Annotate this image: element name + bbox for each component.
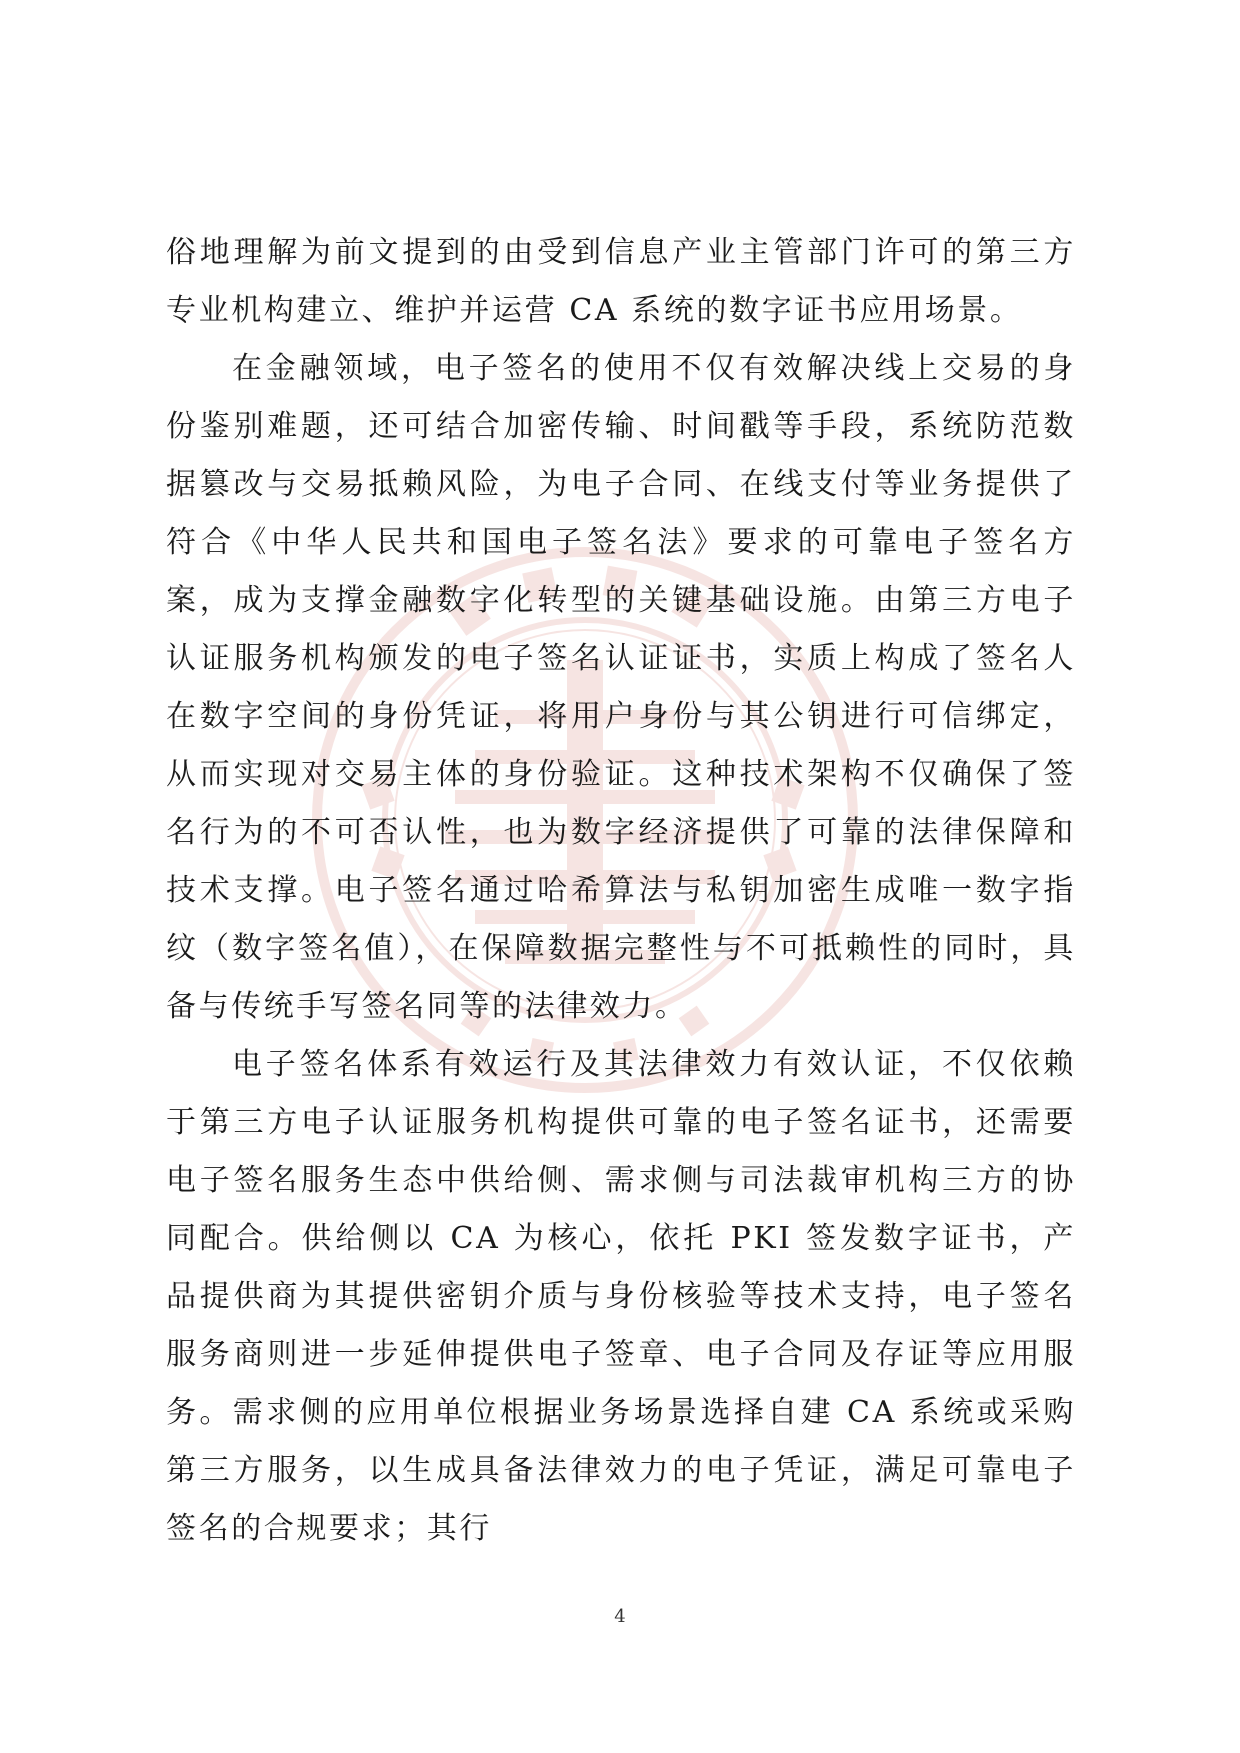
paragraph-1: 俗地理解为前文提到的由受到信息产业主管部门许可的第三方专业机构建立、维护并运营 CA 系统的数字证书应用场景。 xyxy=(166,235,1076,328)
page-number: 4 xyxy=(614,1606,626,1627)
paragraph-2: 在金融领域，电子签名的使用不仅有效解决线上交易的身份鉴别难题，还可结合加密传输、时间戳等手段，系统防范数据篡改与交易抵赖风险，为电子合同、在线支付等业务提供了符合《中华人民共和国电子签名法》要求的可靠电子签名方案，成为支撑金融数字化转型的关键基础设施。由第三方电子认证服务机构颁发的电子签名认证证书，实质上构成了签名人在数字空间的身份凭证，将用户身份与其公钥进行可信绑定，从而实现对交易主体的身份验证。这种技术架构不仅确保了签名行为的不可否认性，也为数字经济提供了可靠的法律保障和技术支撑。电子签名通过哈希算法与私钥加密生成唯一数字指纹（数字签名值），在保障数据完整性与不可抵赖性的同时，具备与传统手写签名同等的法律效力。 xyxy=(166,351,1076,1024)
paragraph-3: 电子签名体系有效运行及其法律效力有效认证，不仅依赖于第三方电子认证服务机构提供可靠的电子签名证书，还需要电子签名服务生态中供给侧、需求侧与司法裁审机构三方的协同配合。供给侧以 CA 为核心，依托 PKI 签发数字证书，产品提供商为其提供密钥介质与身份核验等技术支持，电子签名服务商则进一步延伸提供电子签章、电子合同及存证等应用服务。需求侧的应用单位根据业务场景选择自建 CA 系统或采购第三方服务，以生成具备法律效力的电子凭证，满足可靠电子签名的合规要求；其行 xyxy=(166,1047,1076,1546)
body-text xyxy=(166,224,1076,1558)
